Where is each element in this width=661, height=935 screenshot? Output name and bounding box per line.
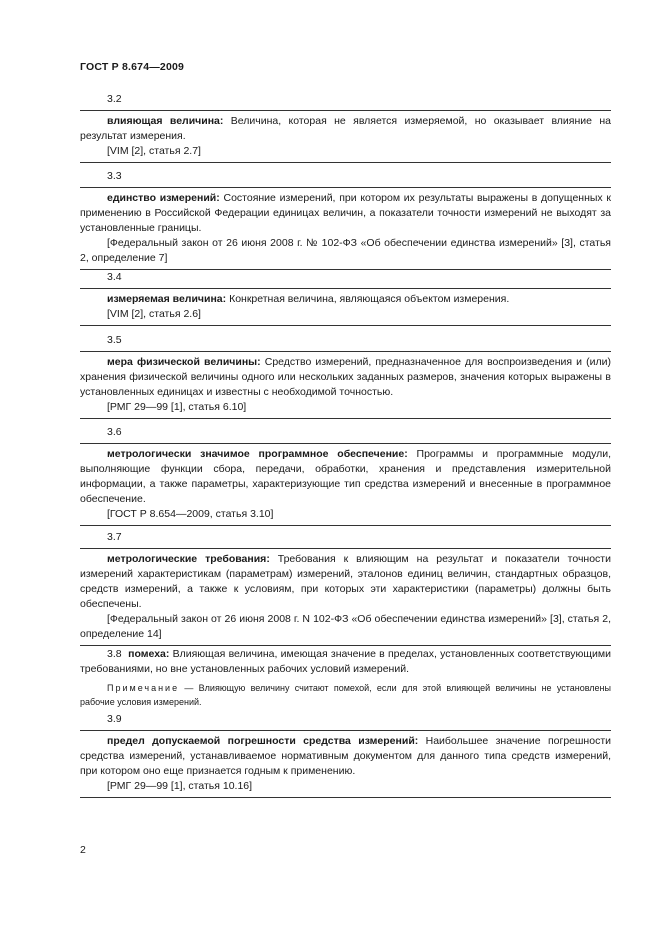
term-name: измеряемая величина: [107,293,227,305]
term-box [80,110,611,163]
term-definition-text: Требования к влияющим на результат и показатели точности измерений характеристикам (параметрам) измерений, эталонов единиц величин, стандартных образцов, средств измерений, а также к условиям, при которых эти характеристики (параметры) должны быть обеспечены. [80,553,611,610]
note-text: — Влияющую величину считают помехой, если для этой влияющей величины не установлены рабочие условия измерений. [80,683,611,707]
term-box [80,548,611,646]
note [80,681,611,709]
document-header: ГОСТ Р 8.674—2009 [80,61,185,73]
term-name: мера физической величины: [107,356,261,368]
term-definition-text: Средство измерений, предназначенное для воспроизведения и (или) хранения физической величины одного или нескольких заданных размеров, значения которых выражены в установленных единицах и известны с необходимой точностью. [80,356,611,398]
term-name: метрологически значимое программное обеспечение: [107,448,408,460]
term-definition-text: Программы и программные модули, выполняющие функции сбора, передачи, обработки, хранения и представления измерительной информации, а также параметры, характеризующие тип средства измерений и внесенные в программное обеспечение. [80,448,611,505]
term-entry-3-2 [80,92,611,163]
term-reference: [ГОСТ Р 8.654—2009, статья 3.10] [107,508,274,520]
term-definition-text: Конкретная величина, являющаяся объектом измерения. [226,293,510,305]
term-entry-3-9 [80,712,611,798]
term-name: метрологические требования: [107,553,270,565]
term-reference: [РМГ 29—99 [1], статья 10.16] [107,780,253,792]
term-definition [80,734,611,779]
term-number: 3.3 [107,170,122,182]
term-reference: [РМГ 29—99 [1], статья 6.10] [107,401,247,413]
term-name: единство измерений: [107,192,220,204]
term-definition-text: Влияющая величина, имеющая значение в пределах, установленных соответствующими требованиями, но вне установленных рабочих условий измерений. [80,648,611,675]
term-reference: [VIM [2], статья 2.7] [107,145,201,157]
term-entry-3-5 [80,333,611,419]
term-name: помеха: [128,648,170,660]
page-number: 2 [80,844,86,856]
term-number: 3.4 [107,271,122,283]
term-box [80,730,611,798]
term-entry-3-7 [80,530,611,646]
term-reference: [Федеральный закон от 26 июня 2008 г. № 102-ФЗ «Об обеспечении единства измерений» [3], статья 2, определение 7] [80,237,611,264]
term-definition [80,552,611,612]
term-entry-3-4 [80,270,611,326]
term-number: 3.7 [107,531,122,543]
term-box [80,443,611,526]
term-number: 3.8 [107,648,122,660]
note-label: Примечание [107,683,180,693]
term-definition-text: Наибольшее значение погрешности средства измерений, устанавливаемое нормативным документом для данного типа средств измерений, при котором оно еще признается годным к применению. [80,735,611,777]
term-entry-3-6 [80,425,611,526]
term-number: 3.9 [107,713,122,725]
term-name: влияющая величина: [107,115,224,127]
term-definition [80,292,611,307]
term-entry-3-3 [80,169,611,270]
term-number: 3.2 [107,93,122,105]
term-definition-text: Величина, которая не является измеряемой, но оказывает влияние на результат измерения. [80,115,611,142]
term-box [80,288,611,326]
term-name: предел допускаемой погрешности средства измерений: [107,735,419,747]
term-definition [80,447,611,507]
term-number: 3.5 [107,334,122,346]
term-definition-text: Состояние измерений, при котором их результаты выражены в допущенных к применению в Российской Федерации единицах величин, а показатели точности измерений не выходят за установленные границы. [80,192,611,234]
term-reference: [Федеральный закон от 26 июня 2008 г. N 102-ФЗ «Об обеспечении единства измерений» [3], статья 2, определение 14] [80,613,611,640]
term-number: 3.6 [107,426,122,438]
term-box [80,351,611,419]
term-definition [80,114,611,144]
term-reference: [VIM [2], статья 2.6] [107,308,201,320]
term-entry-3-8 [80,647,611,677]
term-box [80,187,611,270]
term-definition [80,355,611,400]
term-definition [80,191,611,236]
